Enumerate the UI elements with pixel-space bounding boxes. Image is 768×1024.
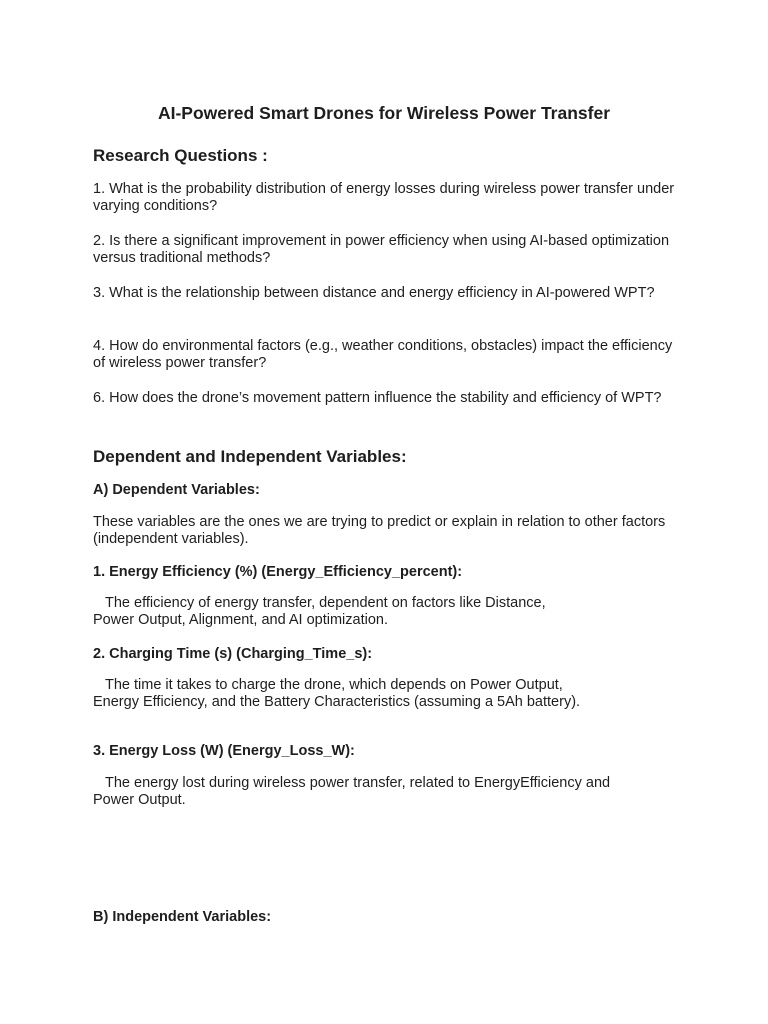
charging-time-heading: 2. Charging Time (s) (Charging_Time_s):: [93, 646, 373, 662]
energy-loss-heading: 3. Energy Loss (W) (Energy_Loss_W):: [93, 743, 355, 759]
document-title: AI-Powered Smart Drones for Wireless Power Transfer: [157, 103, 611, 123]
question-4: 4. How do environmental factors (e.g., weather conditions, obstacles) impact the efficiency of wireless power transfer?: [93, 338, 673, 371]
energy-efficiency-heading: 1. Energy Efficiency (%) (Energy_Efficiency_percent):: [93, 564, 463, 580]
dependent-variables-intro: These variables are the ones we are trying to predict or explain in relation to other factors (independent variables).: [93, 514, 666, 547]
energy-efficiency-description: The efficiency of energy transfer, dependent on factors like Distance, Power Output, Alignment, and AI optimization.: [93, 595, 546, 628]
charging-time-description: The time it takes to charge the drone, which depends on Power Output, Energy Efficiency, and the Battery Characteristics (assuming a 5Ah battery).: [93, 677, 581, 710]
energy-loss-description: The energy lost during wireless power transfer, related to EnergyEfficiency and Power Output.: [93, 775, 611, 808]
question-3: 3. What is the relationship between distance and energy efficiency in AI-powered WPT?: [93, 285, 655, 301]
independent-variables-heading: B) Independent Variables:: [93, 909, 272, 925]
dependent-variables-heading: A) Dependent Variables:: [93, 482, 260, 498]
research-questions-heading: Research Questions :: [93, 146, 268, 165]
question-2: 2. Is there a significant improvement in power efficiency when using AI-based optimization versus traditional methods?: [93, 233, 670, 266]
variables-heading: Dependent and Independent Variables:: [93, 447, 407, 466]
question-6: 6. How does the drone’s movement pattern influence the stability and efficiency of WPT?: [93, 390, 662, 406]
question-1: 1. What is the probability distribution of energy losses during wireless power transfer under varying conditions?: [93, 181, 675, 214]
